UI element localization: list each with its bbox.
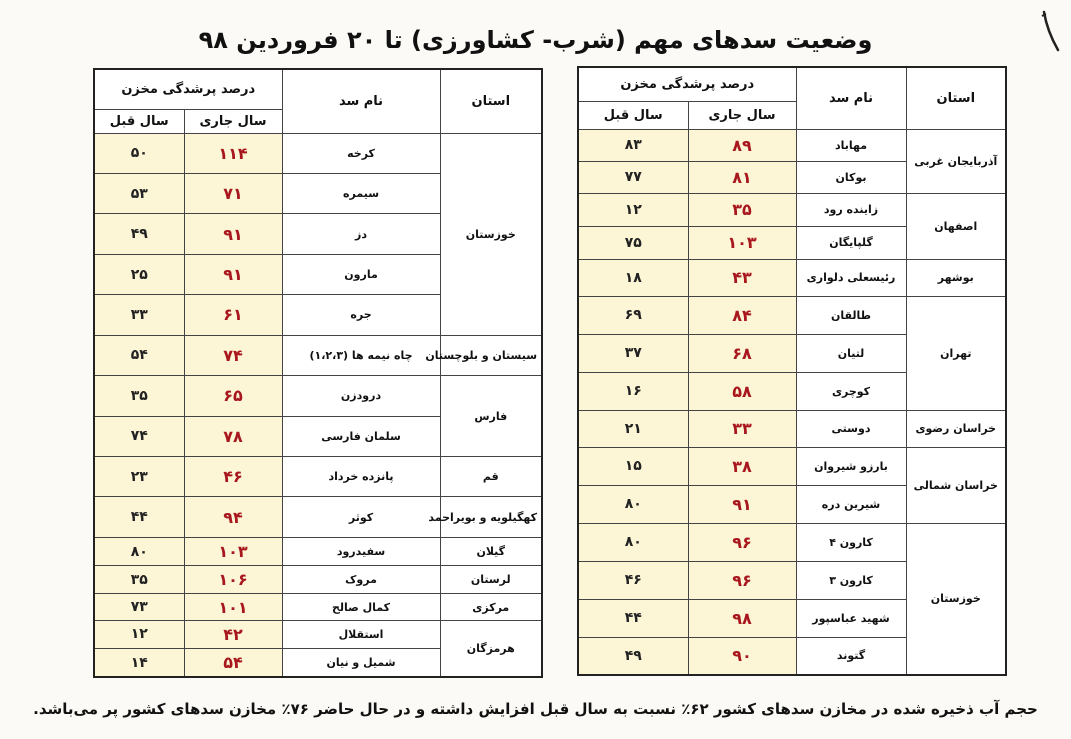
dam-name-header: نام سد bbox=[282, 69, 440, 133]
previous-year-cell: ۵۳ bbox=[94, 173, 184, 213]
current-year-cell: ۹۴ bbox=[184, 497, 282, 537]
dam-name-cell: کرخه bbox=[282, 133, 440, 173]
dam-name-cell: رئیسعلی دلواری bbox=[796, 259, 906, 296]
table-row bbox=[578, 193, 1006, 226]
dam-name-cell: استقلال bbox=[282, 620, 440, 648]
current-year-cell: ۹۱ bbox=[688, 485, 796, 523]
table-row bbox=[94, 457, 542, 497]
current-year-cell: ۴۲ bbox=[184, 620, 282, 648]
previous-year-cell: ۲۱ bbox=[578, 410, 688, 447]
table-row bbox=[94, 537, 542, 565]
previous-year-cell: ۲۳ bbox=[94, 457, 184, 497]
previous-year-cell: ۴۹ bbox=[578, 637, 688, 675]
current-year-cell: ۱۰۳ bbox=[184, 537, 282, 565]
dam-name-cell: شیرین دره bbox=[796, 485, 906, 523]
current-year-cell: ۹۰ bbox=[688, 637, 796, 675]
page-title: وضعیت سدهای مهم (شرب- کشاورزی) تا ۲۰ فروردین ۹۸ bbox=[198, 26, 873, 54]
dam-name-cell: کوچری bbox=[796, 372, 906, 410]
previous-year-cell: ۴۶ bbox=[578, 561, 688, 599]
previous-year-cell: ۵۰ bbox=[94, 133, 184, 173]
table-row bbox=[578, 410, 1006, 447]
table-row bbox=[578, 259, 1006, 296]
current-year-cell: ۵۴ bbox=[184, 649, 282, 677]
previous-year-cell: ۱۲ bbox=[94, 620, 184, 648]
dam-name-cell: چاه نیمه ها (۱،۲،۳) bbox=[282, 335, 440, 375]
current-year-cell: ۷۱ bbox=[184, 173, 282, 213]
current-year-cell: ۳۸ bbox=[688, 447, 796, 485]
previous-year-cell: ۱۲ bbox=[578, 193, 688, 226]
dam-name-cell: بارزو شیروان bbox=[796, 447, 906, 485]
table-row bbox=[94, 335, 542, 375]
dam-name-cell: کمال صالح bbox=[282, 594, 440, 620]
dam-name-cell: گلپایگان bbox=[796, 226, 906, 259]
dam-name-cell: مروک bbox=[282, 566, 440, 594]
current-year-cell: ۳۵ bbox=[688, 193, 796, 226]
dam-name-cell: درودزن bbox=[282, 376, 440, 416]
dam-name-cell: کوثر bbox=[282, 497, 440, 537]
current-year-cell: ۹۶ bbox=[688, 561, 796, 599]
province-cell: خوزستان bbox=[906, 523, 1006, 675]
previous-year-cell: ۷۵ bbox=[578, 226, 688, 259]
current-year-cell: ۸۴ bbox=[688, 296, 796, 334]
province-cell: خوزستان bbox=[440, 133, 542, 335]
current-year-cell: ۱۰۳ bbox=[688, 226, 796, 259]
left-table-body bbox=[94, 133, 542, 677]
previous-year-header: سال قبل bbox=[578, 101, 688, 129]
dam-name-cell: پانزده خرداد bbox=[282, 457, 440, 497]
table-row bbox=[578, 296, 1006, 334]
current-year-cell: ۸۱ bbox=[688, 161, 796, 193]
previous-year-header: سال قبل bbox=[94, 109, 184, 133]
current-year-cell: ۳۳ bbox=[688, 410, 796, 447]
province-cell: بوشهر bbox=[906, 259, 1006, 296]
footer-note: حجم آب ذخیره شده در مخازن سدهای کشور ۶۲٪ نسبت به سال قبل افزایش داشته و در حال حاضر ۷۶٪ مخازن سدهای کشور پر می‌باشد. bbox=[33, 700, 1038, 718]
current-year-cell: ۹۸ bbox=[688, 599, 796, 637]
current-year-cell: ۹۶ bbox=[688, 523, 796, 561]
table-row bbox=[94, 133, 542, 173]
table-row bbox=[578, 523, 1006, 561]
dam-name-cell: طالقان bbox=[796, 296, 906, 334]
current-year-cell: ۹۱ bbox=[184, 254, 282, 294]
current-year-cell: ۱۰۱ bbox=[184, 594, 282, 620]
current-year-cell: ۹۱ bbox=[184, 214, 282, 254]
previous-year-cell: ۸۰ bbox=[94, 537, 184, 565]
current-year-cell: ۱۰۶ bbox=[184, 566, 282, 594]
dam-name-cell: مارون bbox=[282, 254, 440, 294]
province-cell: خراسان رضوی bbox=[906, 410, 1006, 447]
province-cell: خراسان شمالی bbox=[906, 447, 1006, 523]
table-row bbox=[94, 376, 542, 416]
left-dam-table bbox=[93, 68, 543, 678]
dam-name-cell: زاینده رود bbox=[796, 193, 906, 226]
province-cell: کهگیلویه و بویراحمد bbox=[440, 497, 542, 537]
dam-name-cell: شهید عباسپور bbox=[796, 599, 906, 637]
dam-name-cell: لتیان bbox=[796, 334, 906, 372]
province-cell: اصفهان bbox=[906, 193, 1006, 259]
province-cell: هرمزگان bbox=[440, 620, 542, 677]
province-cell: گیلان bbox=[440, 537, 542, 565]
province-header: استان bbox=[440, 69, 542, 133]
province-cell: فارس bbox=[440, 376, 542, 457]
previous-year-cell: ۴۴ bbox=[94, 497, 184, 537]
current-year-cell: ۵۸ bbox=[688, 372, 796, 410]
previous-year-cell: ۱۴ bbox=[94, 649, 184, 677]
province-cell: لرستان bbox=[440, 566, 542, 594]
table-row bbox=[94, 594, 542, 620]
previous-year-cell: ۷۷ bbox=[578, 161, 688, 193]
dam-name-cell: شمیل و نیان bbox=[282, 649, 440, 677]
current-year-cell: ۱۱۴ bbox=[184, 133, 282, 173]
table-row bbox=[94, 620, 542, 648]
current-year-cell: ۶۸ bbox=[688, 334, 796, 372]
previous-year-cell: ۶۹ bbox=[578, 296, 688, 334]
table-row bbox=[578, 447, 1006, 485]
previous-year-cell: ۴۴ bbox=[578, 599, 688, 637]
current-year-cell: ۴۶ bbox=[184, 457, 282, 497]
current-year-cell: ۴۳ bbox=[688, 259, 796, 296]
previous-year-cell: ۱۶ bbox=[578, 372, 688, 410]
previous-year-cell: ۴۹ bbox=[94, 214, 184, 254]
table-row bbox=[578, 129, 1006, 161]
dam-name-cell: دز bbox=[282, 214, 440, 254]
previous-year-cell: ۱۸ bbox=[578, 259, 688, 296]
current-year-cell: ۶۵ bbox=[184, 376, 282, 416]
dam-name-cell: دوستی bbox=[796, 410, 906, 447]
province-header: استان bbox=[906, 67, 1006, 129]
fill-percentage-header: درصد پرشدگی مخزن bbox=[94, 69, 282, 109]
previous-year-cell: ۱۵ bbox=[578, 447, 688, 485]
previous-year-cell: ۸۳ bbox=[578, 129, 688, 161]
fill-percentage-header: درصد پرشدگی مخزن bbox=[578, 67, 796, 101]
province-cell: سیستان و بلوچستان bbox=[440, 335, 542, 375]
province-cell: قم bbox=[440, 457, 542, 497]
right-table-body bbox=[578, 129, 1006, 675]
dam-name-cell: سلمان فارسی bbox=[282, 416, 440, 456]
dam-name-header: نام سد bbox=[796, 67, 906, 129]
current-year-header: سال جاری bbox=[688, 101, 796, 129]
previous-year-cell: ۷۴ bbox=[94, 416, 184, 456]
previous-year-cell: ۷۳ bbox=[94, 594, 184, 620]
previous-year-cell: ۳۵ bbox=[94, 566, 184, 594]
dam-name-cell: بوکان bbox=[796, 161, 906, 193]
current-year-header: سال جاری bbox=[184, 109, 282, 133]
dam-name-cell: کارون ۴ bbox=[796, 523, 906, 561]
dam-name-cell: سفیدرود bbox=[282, 537, 440, 565]
province-cell: آذربایجان غربی bbox=[906, 129, 1006, 193]
dam-name-cell: گتوند bbox=[796, 637, 906, 675]
pen-mark bbox=[1036, 6, 1066, 56]
current-year-cell: ۷۴ bbox=[184, 335, 282, 375]
table-row bbox=[94, 566, 542, 594]
previous-year-cell: ۳۷ bbox=[578, 334, 688, 372]
dam-name-cell: مهاباد bbox=[796, 129, 906, 161]
current-year-cell: ۷۸ bbox=[184, 416, 282, 456]
dam-name-cell: جره bbox=[282, 295, 440, 335]
table-row bbox=[94, 497, 542, 537]
previous-year-cell: ۵۴ bbox=[94, 335, 184, 375]
right-dam-table bbox=[577, 66, 1007, 676]
province-cell: مرکزی bbox=[440, 594, 542, 620]
previous-year-cell: ۸۰ bbox=[578, 485, 688, 523]
current-year-cell: ۸۹ bbox=[688, 129, 796, 161]
province-cell: تهران bbox=[906, 296, 1006, 410]
previous-year-cell: ۳۳ bbox=[94, 295, 184, 335]
current-year-cell: ۶۱ bbox=[184, 295, 282, 335]
dam-name-cell: سیمره bbox=[282, 173, 440, 213]
previous-year-cell: ۲۵ bbox=[94, 254, 184, 294]
dam-name-cell: کارون ۳ bbox=[796, 561, 906, 599]
previous-year-cell: ۸۰ bbox=[578, 523, 688, 561]
previous-year-cell: ۳۵ bbox=[94, 376, 184, 416]
